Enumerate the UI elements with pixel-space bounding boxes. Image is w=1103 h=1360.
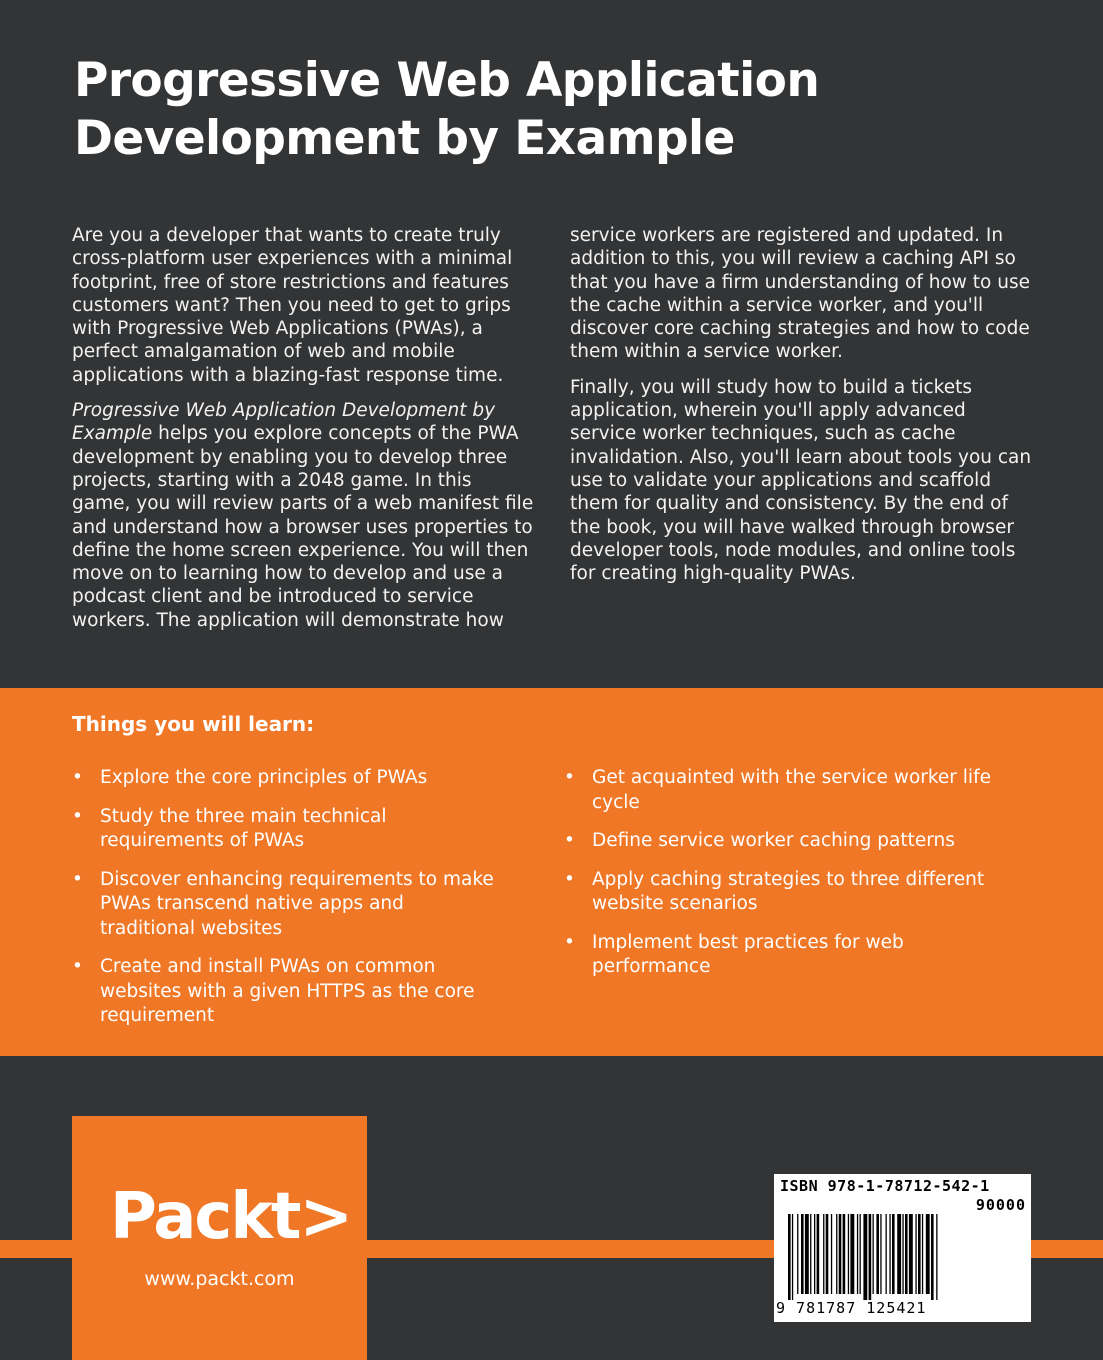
barcode-bar <box>931 1214 934 1300</box>
barcode-bar <box>873 1214 874 1294</box>
learn-list-left <box>72 766 502 1043</box>
learn-item-text: Implement best practices for web performance <box>592 931 904 977</box>
publisher-url: www.packt.com <box>144 1268 295 1290</box>
learn-item-text: Get acquainted with the service worker life cycle <box>592 767 991 813</box>
learn-item <box>564 868 1024 917</box>
barcode-bar <box>848 1214 849 1294</box>
barcode-bar <box>889 1214 890 1294</box>
learn-item-text: Create and install PWAs on common websites with a given HTTPS as the core requirement <box>100 956 475 1026</box>
learn-item-text: Study the three main technical requirements of PWAs <box>100 805 387 851</box>
publisher-logo-box <box>72 1116 367 1360</box>
barcode-bar <box>831 1214 832 1294</box>
book-title-line-2: Development by Example <box>74 111 735 166</box>
description-paragraph-1: Are you a developer that wants to create truly cross-platform user experiences with a minimal footprint, free of store restrictions and features customers want? Then you need to get to grips with Progressive Web Applications (PWAs), a perfect amalgamation of web and mobile applications with a blazing-fast response time. <box>72 225 513 386</box>
barcode-bar <box>817 1214 820 1294</box>
barcode-bar <box>860 1214 861 1294</box>
barcode-bars <box>788 1214 1022 1300</box>
learn-heading: Things you will learn: <box>72 712 315 736</box>
learn-section <box>0 688 1103 1056</box>
barcode-bar <box>801 1214 804 1294</box>
book-description <box>72 224 1032 644</box>
barcode-bar <box>905 1214 908 1294</box>
book-title <box>74 52 1054 168</box>
bullet-icon: • <box>564 767 575 788</box>
learn-item <box>564 931 1024 980</box>
bullet-icon: • <box>564 868 575 890</box>
barcode-bar <box>826 1214 829 1294</box>
learn-list-right <box>564 766 1024 994</box>
isbn-barcode <box>774 1174 1031 1322</box>
barcode-bar <box>936 1214 937 1300</box>
barcode-bar <box>897 1214 901 1294</box>
bullet-icon: • <box>72 956 83 977</box>
description-paragraph-3: Finally, you will study how to build a tickets application, wherein you'll apply advanced service worker techniques, such as cache invalidation. Also, you'll learn about tools you can use to validate your applications and scaffold them for quality and consistency. By the end of the book, you will have walked through browser developer tools, node modules, and online tools for creating high-quality PWAs. <box>570 376 1032 585</box>
barcode-bar <box>880 1214 881 1294</box>
bullet-icon: • <box>564 830 575 851</box>
barcode-bar <box>836 1214 837 1294</box>
learn-item <box>564 766 1024 815</box>
book-title-line-1: Progressive Web Application <box>74 53 820 108</box>
price-code: 90000 <box>975 1196 1026 1214</box>
barcode-bar <box>886 1214 887 1294</box>
barcode-bar <box>915 1214 916 1294</box>
packt-logo: Packt> <box>110 1180 352 1254</box>
learn-item <box>72 805 502 854</box>
barcode-bar <box>792 1214 793 1300</box>
barcode-bar <box>814 1214 815 1294</box>
bullet-icon: • <box>72 868 83 890</box>
barcode-bar <box>926 1214 930 1294</box>
barcode-bar <box>909 1214 913 1294</box>
isbn-label: ISBN 978-1-78712-542-1 <box>780 1177 990 1195</box>
learn-item-text: Discover enhancing requirements to make PWAs transcend native apps and traditional websites <box>100 868 494 939</box>
learn-item <box>72 955 502 1029</box>
barcode-bar <box>843 1214 846 1294</box>
learn-item-text: Define service worker caching patterns <box>592 830 955 851</box>
barcode-bar <box>805 1214 809 1294</box>
ean-digits: 9 781787 125421 <box>776 1299 927 1317</box>
bullet-icon: • <box>72 767 83 788</box>
description-paragraph-2-text: helps you explore concepts of the PWA development by enabling you to develop three projects, starting with a 2048 game. In this game, you will review parts of a web manifest file and understand how a browser uses properties to define the home screen experience. You will then move on to learning how to develop and use a podcast client and be introduced to service workers. The application will demonstrate how service workers are registered and updated. In addition to this, you will review a caching API so that you have a firm understanding of how to use the cache within a service worker, and you'll discover core caching strategies and how to code them within a service worker. <box>72 225 1030 631</box>
barcode-bar <box>892 1214 895 1294</box>
learn-item <box>72 766 502 791</box>
description-book-title-italic: Progressive Web Application Development by Example <box>72 400 496 445</box>
barcode-bar <box>869 1214 872 1300</box>
learn-item <box>564 829 1024 854</box>
learn-item-text: Apply caching strategies to three different website scenarios <box>592 868 985 914</box>
learn-item-text: Explore the core principles of PWAs <box>100 767 428 788</box>
barcode-bar <box>797 1214 798 1294</box>
barcode-bar <box>810 1214 811 1294</box>
bullet-icon: • <box>564 931 575 953</box>
bullet-icon: • <box>72 805 83 827</box>
barcode-bar <box>850 1214 854 1294</box>
barcode-bar <box>876 1214 879 1294</box>
barcode-bar <box>823 1214 824 1294</box>
barcode-bar <box>788 1214 791 1300</box>
barcode-bar <box>918 1214 921 1294</box>
barcode-bar <box>839 1214 842 1294</box>
barcode-bar <box>857 1214 858 1294</box>
learn-item <box>72 868 502 942</box>
barcode-bar <box>863 1214 867 1300</box>
barcode-bar <box>922 1214 923 1294</box>
barcode-bar <box>902 1214 903 1294</box>
